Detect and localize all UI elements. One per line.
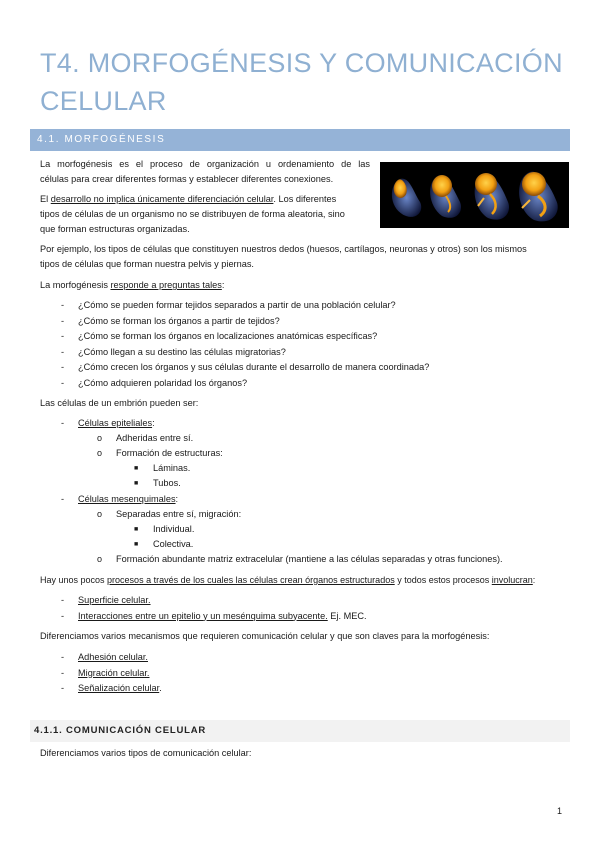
processes-intro — [40, 573, 580, 589]
list-item — [61, 609, 571, 625]
mechanism-signaling-period: . — [159, 683, 162, 693]
embryo-illustration — [380, 162, 569, 228]
p2-post: . Los diferentes — [273, 194, 337, 204]
epithelial-structures: Formación de estructuras: — [116, 448, 223, 458]
square-bullet: ■ — [134, 541, 139, 548]
processes-pre: Hay unos pocos — [40, 575, 108, 585]
intro-paragraph-2-line-2: tipos de células de un organismo no se distribuyen de forma aleatoria, sino — [40, 209, 345, 219]
intro-paragraph-2-line-1 — [40, 192, 372, 208]
list-item — [61, 681, 571, 697]
square-bullet: ■ — [134, 480, 139, 487]
example-line-1: Por ejemplo, los tipos de células que constituyen nuestros dedos (huesos, cartílagos, neuronas y otros) son los mismos — [40, 244, 527, 254]
cells-mesenchymal-label: Células mesenquimales — [78, 494, 176, 504]
embryo-stage-2 — [430, 175, 461, 218]
embryo-stage-4 — [519, 172, 558, 222]
intro-line-1: La morfogénesis es el proceso de organización u ordenamiento de las — [40, 159, 370, 169]
list-item: - ¿Cómo adquieren polaridad los órganos? — [61, 376, 571, 392]
circle-bullet: o — [97, 554, 103, 564]
circle-bullet: o — [97, 433, 103, 443]
mechanism-signaling: Señalización celular — [78, 683, 160, 693]
embryo-stage-1 — [392, 179, 421, 217]
list-item: - ¿Cómo llegan a su destino las células migratorias? — [61, 345, 571, 361]
dash-marker: - — [61, 418, 65, 428]
p2-pre: El — [40, 194, 51, 204]
mechanisms-list — [61, 650, 571, 697]
circle-bullet: o — [97, 448, 103, 458]
list-item: - ¿Cómo se forman los órganos a partir de tejidos? — [61, 314, 571, 330]
processes-post: : — [532, 575, 536, 585]
process-surface: Superficie celular. — [78, 595, 151, 605]
square-bullet: ■ — [134, 465, 139, 472]
intro-line-2: células para crear diferentes formas y establecer diferentes conexiones. — [40, 174, 334, 184]
p2-underlined: desarrollo no implica únicamente diferenciación celular — [50, 194, 274, 204]
dash-marker: - — [61, 494, 65, 504]
cells-intro: Las células de un embrión pueden ser: — [40, 398, 199, 408]
cells-epithelial-label: Células epiteliales — [78, 418, 153, 428]
process-interactions: Interacciones entre un epitelio y un mesénquima subyacente. — [78, 610, 328, 621]
processes-mid: y todos estos procesos — [394, 575, 492, 585]
processes-list — [61, 593, 571, 624]
mesenchymal-collective: Colectiva. — [153, 539, 194, 549]
list-item: - ¿Cómo se pueden formar tejidos separados a partir de una población celular? — [61, 298, 571, 314]
intro-paragraph-2-line-3: que forman estructuras organizadas. — [40, 224, 190, 234]
questions-intro-post: : — [221, 280, 225, 290]
cells-epithelial-row — [61, 416, 155, 432]
example-line-2: tipos de células que forman nuestra pelvis y piernas. — [40, 259, 254, 269]
colon: : — [152, 418, 155, 428]
colon: : — [175, 494, 179, 504]
section-heading: 4.1. MORFOGÉNESIS — [30, 129, 570, 151]
questions-intro-pre: La morfogénesis — [40, 280, 111, 290]
questions-intro — [40, 278, 570, 294]
embryo-development-image — [380, 162, 569, 228]
list-item: - ¿Cómo crecen los órganos y sus células durante el desarrollo de manera coordinada? — [61, 360, 571, 376]
circle-bullet: o — [97, 509, 103, 519]
mechanism-migration: Migración celular. — [78, 667, 150, 678]
questions-intro-underlined: responde a preguntas tales — [110, 280, 222, 290]
cells-mesenchymal-row — [61, 492, 178, 508]
mechanisms-intro: Diferenciamos varios mecanismos que requieren comunicación celular y que son claves para la morfogénesis: — [40, 631, 490, 641]
epithelial-tubes: Tubos. — [153, 478, 181, 488]
mesenchymal-individual: Individual. — [153, 524, 195, 534]
list-item — [61, 650, 571, 666]
mesenchymal-separated: Separadas entre sí, migración: — [116, 509, 242, 519]
list-item — [61, 666, 571, 682]
epithelial-sheets: Láminas. — [153, 463, 191, 473]
page-number: 1 — [557, 806, 563, 816]
processes-underlined-1: procesos a través de los cuales las células crean órganos estructurados — [107, 575, 395, 585]
page-title: T4. MORFOGÉNESIS Y COMUNICACIÓN CELULAR — [40, 48, 563, 116]
mesenchymal-matrix: Formación abundante matriz extracelular (mantiene a las células separadas y otras funciones). — [116, 554, 503, 564]
questions-list — [61, 298, 571, 391]
process-interactions-example: Ej. MEC. — [327, 610, 367, 621]
subsection-heading: 4.1.1. COMUNICACIÓN CELULAR — [30, 720, 570, 742]
epithelial-adhered: Adheridas entre sí. — [116, 433, 194, 443]
embryo-stage-3 — [475, 173, 509, 220]
subsection-intro: Diferenciamos varios tipos de comunicación celular: — [40, 748, 252, 758]
square-bullet: ■ — [134, 526, 139, 533]
list-item: - ¿Cómo se forman los órganos en localizaciones anatómicas específicas? — [61, 329, 571, 345]
list-item — [61, 593, 571, 609]
mechanism-adhesion: Adhesión celular. — [78, 652, 148, 662]
processes-underlined-2: involucran — [491, 575, 533, 585]
